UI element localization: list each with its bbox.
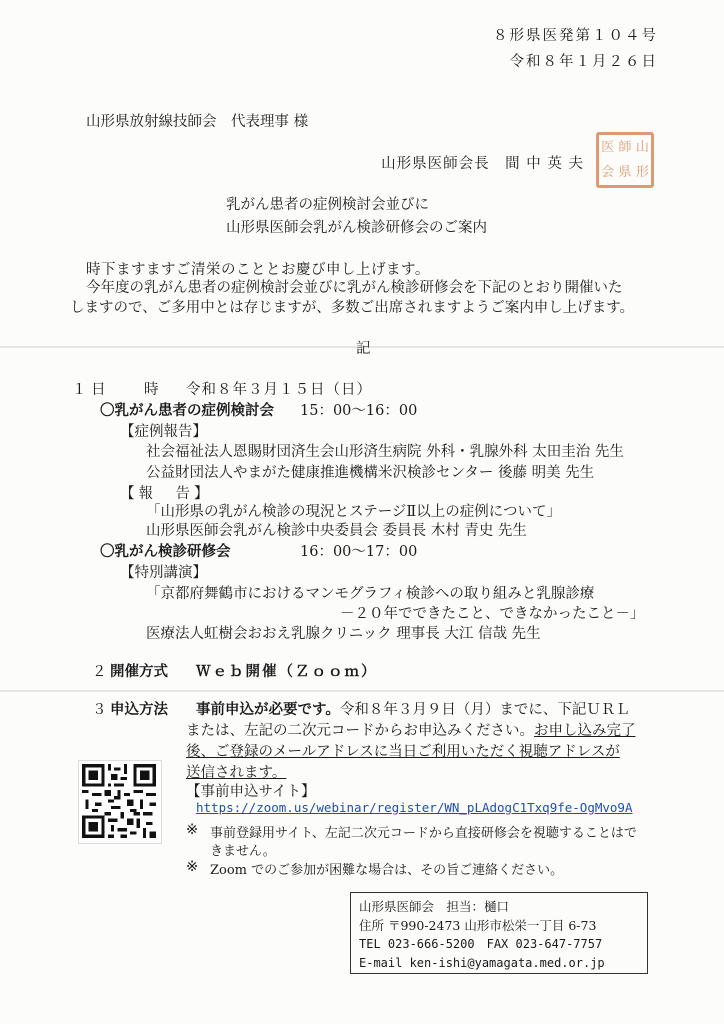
paper-fold-line bbox=[0, 690, 724, 692]
intro-paragraph-line1: 今年度の乳がん患者の症例検討会並びに乳がん検診研修会を下記のとおり開催いた bbox=[86, 280, 623, 296]
qr-code-icon bbox=[79, 761, 159, 841]
note-mark: ※ bbox=[186, 822, 199, 838]
ki-heading: 記 bbox=[356, 341, 371, 357]
meeting-format: Ｗｅｂ開催（Ｚｏｏｍ） bbox=[196, 663, 378, 680]
section2-label: 開催方式 bbox=[110, 663, 168, 680]
event2-time: 16：00～17：00 bbox=[300, 544, 418, 560]
lecture-title-line2: －２０年でできたこと、できなかったこと－」 bbox=[340, 606, 645, 622]
event-date: 令和８年３月１５日（日） bbox=[186, 382, 372, 398]
intro-greeting: 時下ますますご清栄のこととお慶び申し上げます。 bbox=[86, 262, 430, 278]
note-mark: ※ bbox=[186, 859, 199, 875]
registration-site-heading: 【事前申込サイト】 bbox=[186, 784, 316, 800]
report-heading: 【報 告】 bbox=[120, 486, 213, 502]
event1-name: 〇乳がん患者の症例検討会 bbox=[100, 402, 274, 419]
note2: Zoom でのご参加が困難な場合は、その旨ご連絡ください。 bbox=[210, 863, 564, 878]
note1-line1: 事前登録用サイト、左記二次元コードから直接研修会を視聴することはで bbox=[210, 826, 637, 841]
report-title: 「山形県の乳がん検診の現況とステージⅡ以上の症例について」 bbox=[146, 504, 561, 520]
application-text-line2: または、左記の二次元コードからお申込みください。お申し込み完了 bbox=[186, 723, 636, 739]
section1-label: １ 日 bbox=[72, 382, 106, 398]
application-text-line4: 送信されます。 bbox=[186, 765, 287, 781]
application-text-line1: 事前申込が必要です。令和８年３月９日（月）までに、下記ＵＲＬ bbox=[196, 701, 630, 718]
contact-org: 山形県医師会 担当：樋口 bbox=[359, 899, 510, 914]
section1-label-ji: 時 bbox=[144, 382, 159, 398]
lecture-title-line1: 「京都府舞鶴市におけるマンモグラフィ検診への取り組みと乳腺診療 bbox=[146, 586, 595, 602]
event1-time: 15：00～16：00 bbox=[300, 403, 418, 419]
case-report-heading: 【症例報告】 bbox=[120, 424, 207, 440]
case-presenter: 社会福祉法人恩賜財団済生会山形済生病院 外科・乳腺外科 太田圭治 先生 bbox=[146, 444, 624, 460]
special-lecture-heading: 【特別講演】 bbox=[120, 565, 207, 581]
contact-box bbox=[350, 892, 648, 974]
document-date: 令和８年１月２６日 bbox=[509, 54, 658, 70]
official-seal-stamp: 医 師 山 会 県 形 bbox=[596, 132, 654, 188]
document-title-line1: 乳がん患者の症例検討会並びに bbox=[226, 197, 429, 213]
event2-name: 〇乳がん検診研修会 bbox=[100, 543, 231, 560]
contact-tel-fax: TEL 023-666-5200 FAX 023-647-7757 bbox=[359, 937, 603, 951]
qr-code[interactable] bbox=[78, 760, 162, 844]
registration-url-link[interactable]: https://zoom.us/webinar/register/WN_pLAdogC1Txq9fe-OgMvo9A bbox=[196, 800, 633, 815]
application-text-line3: 後、ご登録のメールアドレスに当日ご利用いただく視聴アドレスが bbox=[186, 744, 620, 760]
document-title-line2: 山形県医師会乳がん検診研修会のご案内 bbox=[226, 220, 487, 236]
contact-address: 住所 〒990-2473 山形市松栄一丁目 6-73 bbox=[359, 918, 597, 933]
intro-paragraph-line2: しますので、ご多用中とは存じますが、多数ご出席されますようご案内申し上げます。 bbox=[70, 300, 635, 316]
case-presenter: 公益財団法人やまがた健康推進機構米沢検診センター 後藤 明美 先生 bbox=[146, 465, 595, 481]
document-number: ８形県医発第１０４号 bbox=[493, 28, 658, 44]
section3-label: 申込方法 bbox=[110, 701, 168, 718]
section3-number: ３ bbox=[92, 702, 107, 718]
lecture-presenter: 医療法人虹樹会おおえ乳腺クリニック 理事長 大江 信哉 先生 bbox=[146, 626, 541, 642]
note1-line2: きません。 bbox=[210, 844, 276, 859]
report-presenter: 山形県医師会乳がん検診中央委員会 委員長 木村 青史 先生 bbox=[146, 523, 527, 539]
sender: 山形県医師会長 間 中 英 夫 bbox=[381, 156, 584, 172]
recipient: 山形県放射線技師会 代表理事 様 bbox=[86, 114, 309, 130]
contact-email: E-mail ken-ishi@yamagata.med.or.jp bbox=[359, 956, 605, 970]
section2-number: ２ bbox=[92, 664, 107, 680]
